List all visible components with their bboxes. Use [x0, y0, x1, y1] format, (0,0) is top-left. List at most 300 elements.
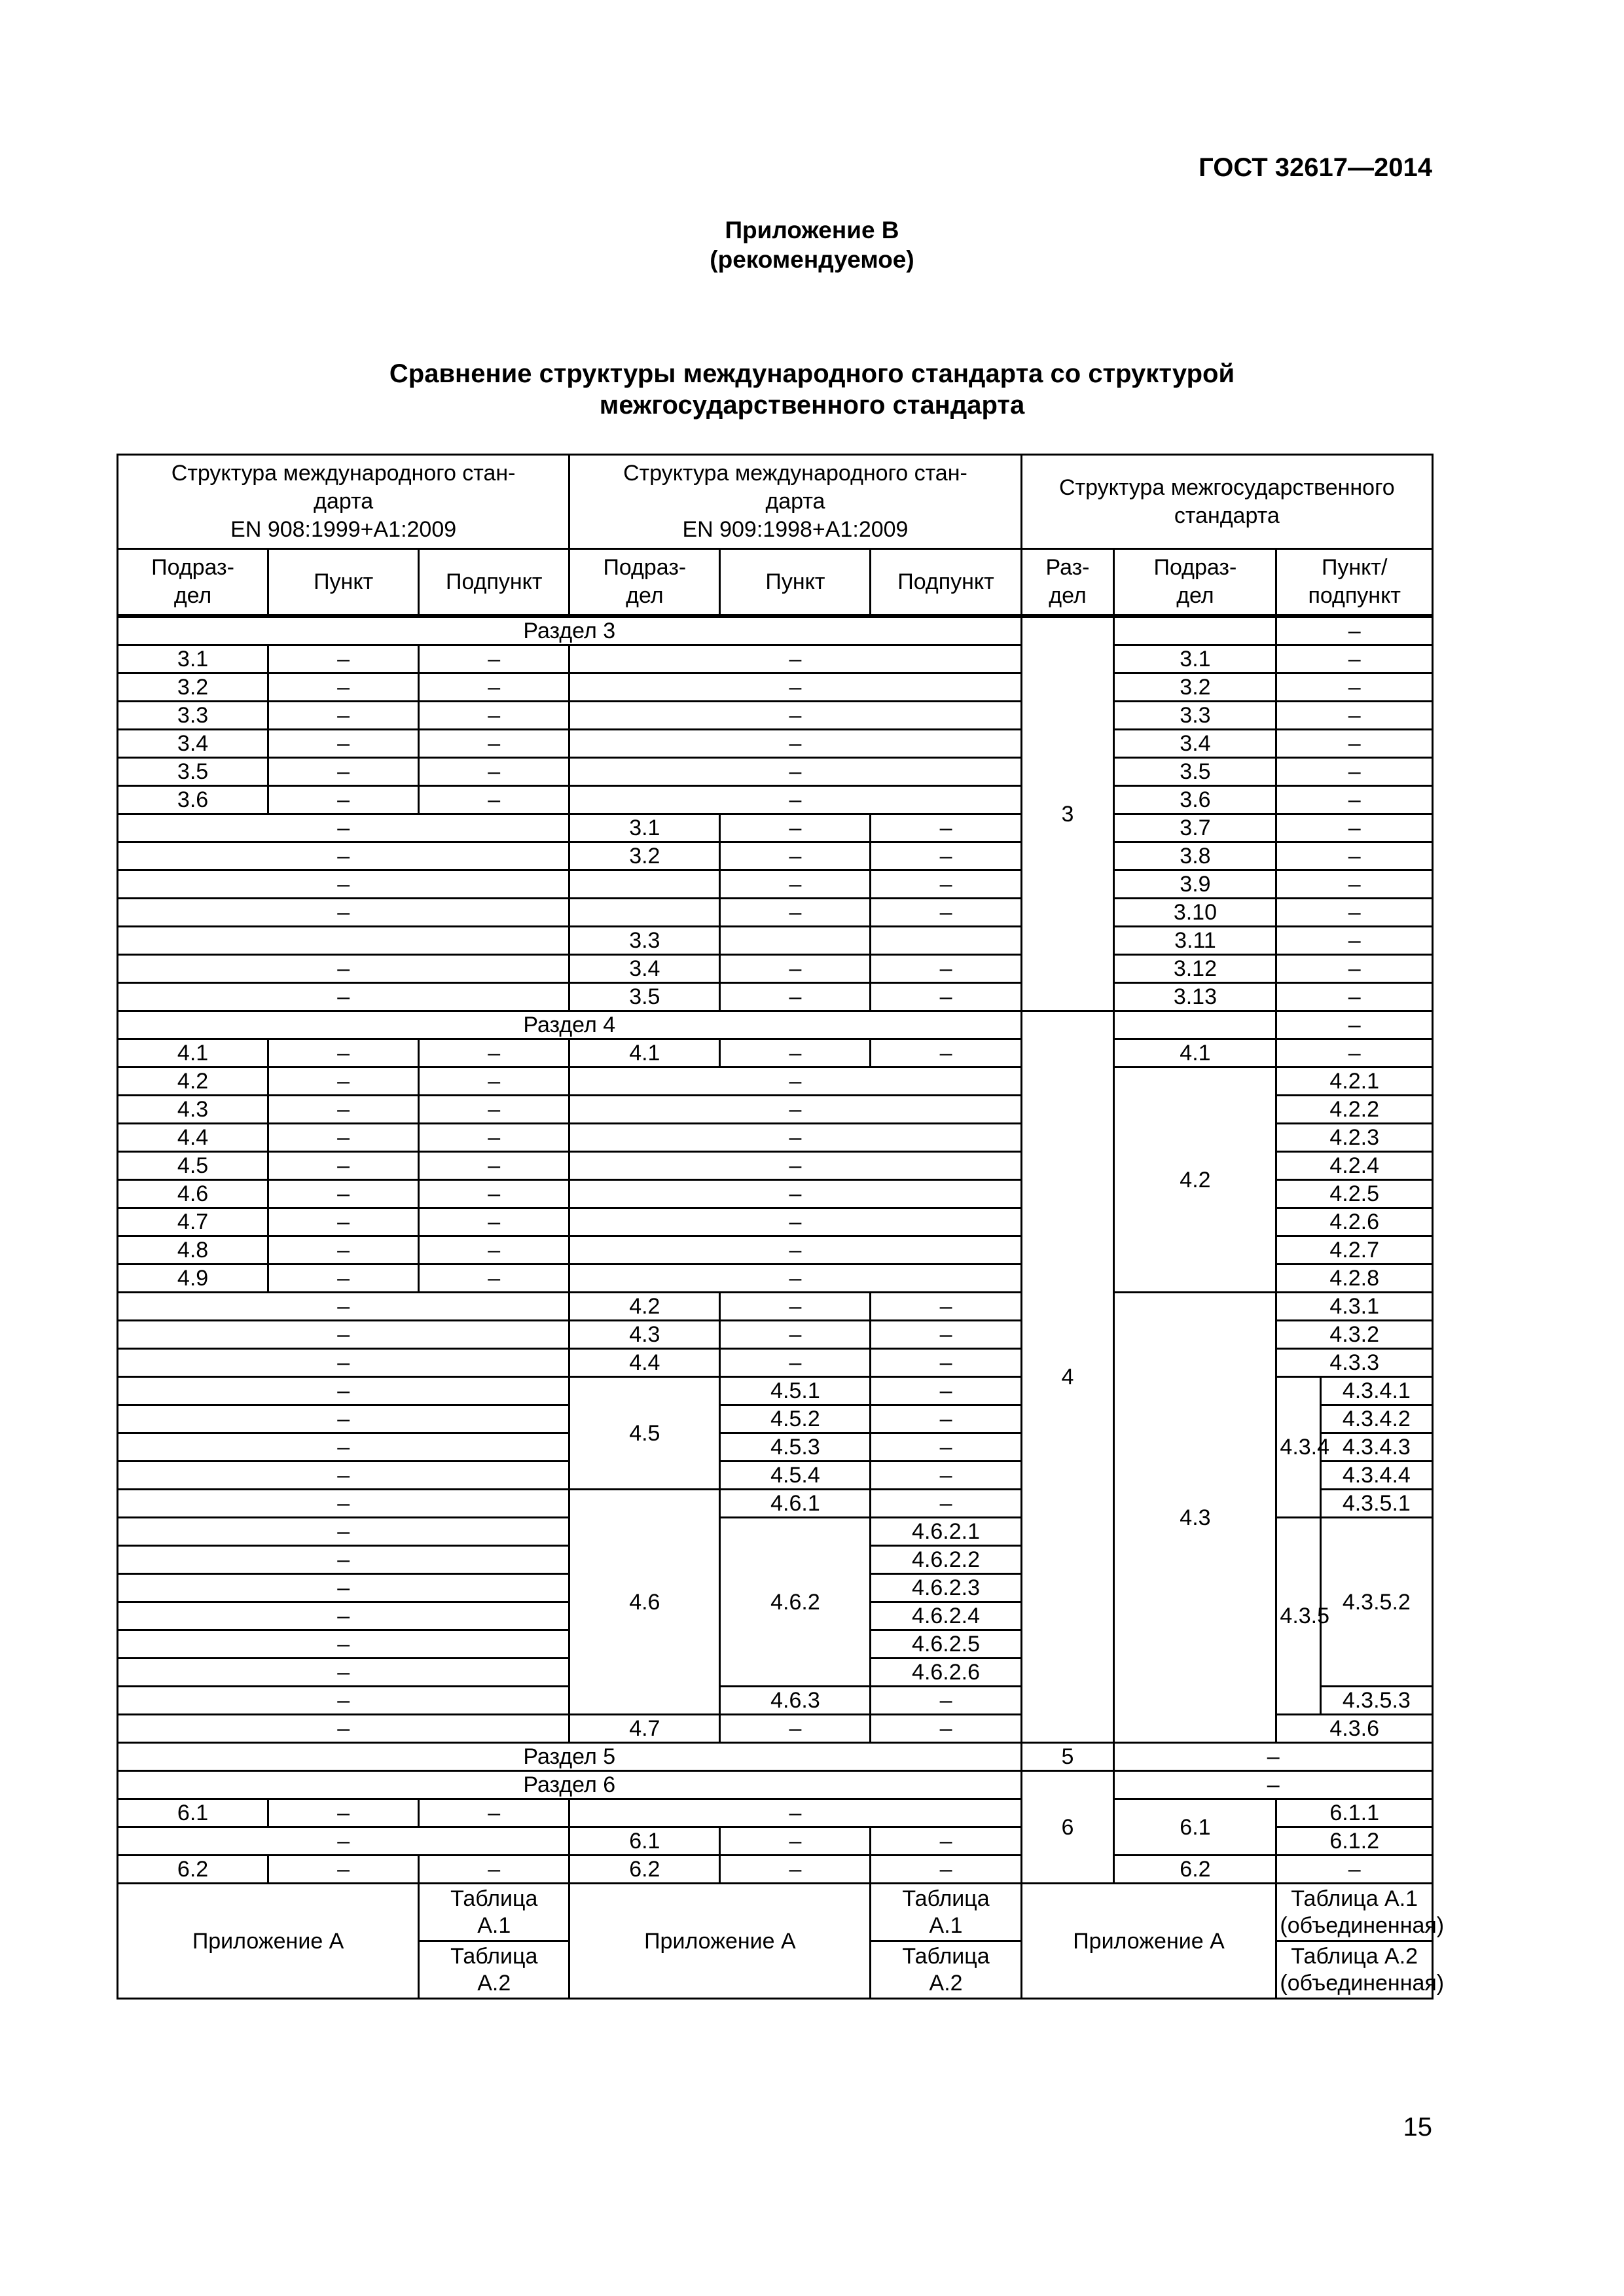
cell: 3.9 — [1114, 870, 1276, 899]
cell: – — [268, 1236, 419, 1265]
cell: 3.8 — [1114, 842, 1276, 870]
cell: 6.2 — [118, 1856, 268, 1884]
section-heading: Раздел 6 — [118, 1771, 1022, 1799]
table-label: Таблица А.2 — [1291, 1943, 1418, 1969]
col-label: Раз- — [1045, 555, 1090, 580]
table-row — [118, 1293, 1433, 1321]
cell — [1114, 1011, 1276, 1039]
cell: – — [871, 1377, 1021, 1405]
cell: 4.7 — [118, 1208, 268, 1236]
cell: – — [268, 786, 419, 814]
table-row — [118, 1771, 1433, 1799]
cell: – — [1114, 1743, 1433, 1771]
cell: – — [871, 814, 1021, 842]
header-gost-line1: Структура межгосударственного — [1058, 475, 1395, 500]
table-title — [0, 358, 1624, 421]
col-clause-subclause: Пункт/подпункт — [1276, 549, 1433, 617]
cell: – — [720, 1349, 871, 1377]
cell: – — [569, 645, 1021, 673]
table-row — [118, 758, 1433, 786]
cell: 3.7 — [1114, 814, 1276, 842]
cell: – — [118, 1546, 569, 1574]
cell: – — [1114, 1771, 1433, 1799]
header-row-columns — [118, 549, 1433, 617]
table-number: А.1 — [929, 1912, 963, 1938]
cell: 4.2.4 — [1276, 1152, 1433, 1180]
col-label: дел — [173, 583, 212, 608]
cell: – — [419, 645, 569, 673]
cell: 3.12 — [1114, 955, 1276, 983]
cell — [569, 899, 720, 927]
cell: – — [569, 1067, 1021, 1096]
cell: 4.6.1 — [720, 1490, 871, 1518]
header-en909 — [569, 455, 1021, 549]
cell: – — [1276, 702, 1433, 730]
cell: – — [569, 730, 1021, 758]
cell: – — [871, 1827, 1021, 1856]
cell — [1276, 1941, 1445, 1999]
col-label: Подраз- — [151, 555, 234, 580]
cell: 4.4 — [118, 1124, 268, 1152]
appendix-heading — [0, 215, 1624, 274]
cell: 4.2.5 — [1276, 1180, 1433, 1208]
cell: – — [871, 1490, 1021, 1518]
col-label: Подраз- — [603, 555, 687, 580]
cell: – — [419, 1236, 569, 1265]
cell: – — [1276, 927, 1433, 955]
cell: – — [1276, 983, 1433, 1011]
cell: 4.3.1 — [1276, 1293, 1433, 1321]
cell: – — [569, 702, 1021, 730]
cell: 4.2.2 — [1276, 1096, 1433, 1124]
cell: – — [720, 1039, 871, 1067]
cell: – — [268, 1124, 419, 1152]
cell: – — [268, 645, 419, 673]
cell: – — [569, 1096, 1021, 1124]
cell: 4.8 — [118, 1236, 268, 1265]
cell: 4.5.2 — [720, 1405, 871, 1433]
cell: – — [118, 1490, 569, 1518]
cell: 4.5 — [569, 1377, 720, 1490]
cell: 4.6.2 — [720, 1518, 871, 1687]
table-row — [118, 814, 1433, 842]
cell: – — [569, 1152, 1021, 1180]
cell: 6.1.1 — [1276, 1799, 1433, 1827]
cell: – — [268, 673, 419, 702]
table-row — [118, 1011, 1433, 1039]
cell — [118, 927, 569, 955]
cell: – — [118, 1687, 569, 1715]
header-en908-line1: Структура международного стан- — [171, 461, 516, 486]
cell: – — [720, 955, 871, 983]
cell: – — [1276, 842, 1433, 870]
cell: – — [419, 1067, 569, 1096]
cell: – — [419, 1208, 569, 1236]
cell: – — [1276, 616, 1433, 645]
cell: 3.5 — [1114, 758, 1276, 786]
section-cell: 5 — [1021, 1743, 1114, 1771]
cell: – — [871, 1321, 1021, 1349]
cell: 4.5.3 — [720, 1433, 871, 1462]
cell: 3.4 — [118, 730, 268, 758]
cell: 4.3.5 — [1276, 1518, 1320, 1715]
table-row — [118, 842, 1433, 870]
cell: – — [720, 1715, 871, 1743]
appendix-title: Приложение В — [725, 217, 899, 243]
table-row — [118, 983, 1433, 1011]
cell: 4.2 — [1114, 1067, 1276, 1293]
header-en908-line2: дарта — [314, 489, 374, 514]
table-row — [118, 927, 1433, 955]
section-heading: Раздел 5 — [118, 1743, 1022, 1771]
section-heading: Раздел 3 — [118, 616, 1022, 645]
cell: – — [569, 758, 1021, 786]
cell: 4.6.2.4 — [871, 1602, 1021, 1630]
cell: 3.6 — [1114, 786, 1276, 814]
header-en908-line3: EN 908:1999+A1:2009 — [230, 517, 457, 542]
cell: 4.3.2 — [1276, 1321, 1433, 1349]
cell: – — [419, 1180, 569, 1208]
cell — [720, 927, 871, 955]
table-row — [118, 645, 1433, 673]
cell: – — [871, 1405, 1021, 1433]
cell: 4.2.1 — [1276, 1067, 1433, 1096]
cell: 4.7 — [569, 1715, 720, 1743]
cell: – — [1276, 645, 1433, 673]
cell: – — [118, 1377, 569, 1405]
cell: – — [118, 1630, 569, 1659]
cell: – — [118, 983, 569, 1011]
cell: 3.1 — [569, 814, 720, 842]
cell: 4.2 — [569, 1293, 720, 1321]
cell: 3.4 — [1114, 730, 1276, 758]
table-row — [118, 673, 1433, 702]
cell: 4.6 — [118, 1180, 268, 1208]
appendix-cell: Приложение А — [118, 1884, 419, 1999]
cell: 4.4 — [569, 1349, 720, 1377]
cell: – — [118, 1405, 569, 1433]
cell: 6.1 — [569, 1827, 720, 1856]
cell: – — [569, 1180, 1021, 1208]
cell: – — [871, 1715, 1021, 1743]
table-note: (объединенная) — [1280, 1970, 1445, 1996]
cell: – — [268, 758, 419, 786]
cell: – — [419, 1096, 569, 1124]
cell: – — [268, 1067, 419, 1096]
cell: – — [720, 899, 871, 927]
table-label: Таблица — [450, 1886, 538, 1911]
col-subclause: Подпункт — [871, 549, 1021, 617]
header-en909-line1: Структура международного стан- — [623, 461, 967, 486]
header-gost — [1021, 455, 1432, 549]
cell: 4.3.5.1 — [1320, 1490, 1432, 1518]
cell: – — [268, 1799, 419, 1827]
cell: 4.3.5.2 — [1320, 1518, 1432, 1687]
cell: 6.1 — [118, 1799, 268, 1827]
section-heading: Раздел 4 — [118, 1011, 1022, 1039]
cell: – — [419, 786, 569, 814]
comparison-table — [117, 454, 1445, 2000]
cell: – — [118, 1518, 569, 1546]
cell: – — [268, 1152, 419, 1180]
cell: 3.2 — [118, 673, 268, 702]
cell: – — [569, 1265, 1021, 1293]
appendix-cell: Приложение А — [569, 1884, 871, 1999]
cell: – — [871, 899, 1021, 927]
table-title-line1: Сравнение структуры международного стандарта со структурой — [389, 359, 1235, 388]
cell: – — [720, 842, 871, 870]
cell: – — [569, 1124, 1021, 1152]
cell: – — [268, 1265, 419, 1293]
cell: 3.1 — [118, 645, 268, 673]
table-row — [118, 1039, 1433, 1067]
cell: – — [118, 870, 569, 899]
cell: – — [871, 983, 1021, 1011]
header-en908 — [118, 455, 569, 549]
cell: – — [118, 1462, 569, 1490]
cell: 4.3.4 — [1276, 1377, 1320, 1518]
cell: 4.5.1 — [720, 1377, 871, 1405]
col-subclause: Подпункт — [419, 549, 569, 617]
cell: 3.3 — [569, 927, 720, 955]
cell: – — [118, 1827, 569, 1856]
table-label: Таблица — [902, 1886, 990, 1911]
cell: – — [419, 1856, 569, 1884]
cell: – — [419, 730, 569, 758]
table-title-line2: межгосударственного стандарта — [599, 391, 1025, 420]
cell: – — [118, 1715, 569, 1743]
cell: 4.1 — [1114, 1039, 1276, 1067]
cell — [871, 1884, 1021, 1941]
cell: 6.1.2 — [1276, 1827, 1433, 1856]
cell: – — [871, 1856, 1021, 1884]
cell: 3.1 — [1114, 645, 1276, 673]
cell: 4.6.2.1 — [871, 1518, 1021, 1546]
cell: – — [569, 1799, 1021, 1827]
cell — [1276, 1884, 1445, 1941]
table-row — [118, 702, 1433, 730]
cell: – — [569, 786, 1021, 814]
cell: – — [419, 1124, 569, 1152]
cell: – — [871, 1462, 1021, 1490]
cell: – — [720, 1321, 871, 1349]
cell: 4.2.8 — [1276, 1265, 1433, 1293]
cell: 4.6.2.5 — [871, 1630, 1021, 1659]
table-row — [118, 616, 1433, 645]
table-number: А.2 — [477, 1970, 511, 1996]
col-label: Подраз- — [1153, 555, 1237, 580]
cell: 4.2.7 — [1276, 1236, 1433, 1265]
cell: – — [268, 1180, 419, 1208]
cell: 6.2 — [1114, 1856, 1276, 1884]
col-label: дел — [1176, 583, 1214, 608]
cell: 4.6.2.2 — [871, 1546, 1021, 1574]
cell: 3.13 — [1114, 983, 1276, 1011]
table-row — [118, 870, 1433, 899]
cell: – — [871, 1349, 1021, 1377]
header-en909-line3: EN 909:1998+A1:2009 — [682, 517, 909, 542]
cell: – — [871, 955, 1021, 983]
cell: – — [419, 1265, 569, 1293]
table-row — [118, 955, 1433, 983]
appendix-subtitle: (рекомендуемое) — [710, 246, 914, 273]
cell: 3.2 — [569, 842, 720, 870]
cell: – — [720, 1293, 871, 1321]
cell: – — [871, 1039, 1021, 1067]
table-note: (объединенная) — [1280, 1912, 1445, 1938]
cell: – — [1276, 786, 1433, 814]
cell: 4.3 — [569, 1321, 720, 1349]
cell: 4.5 — [118, 1152, 268, 1180]
cell: 3.2 — [1114, 673, 1276, 702]
cell: – — [419, 1039, 569, 1067]
table-row — [118, 1067, 1433, 1096]
cell: – — [268, 730, 419, 758]
cell: – — [1276, 870, 1433, 899]
cell: – — [871, 1433, 1021, 1462]
cell: 4.5.4 — [720, 1462, 871, 1490]
cell: – — [569, 1236, 1021, 1265]
cell: – — [871, 870, 1021, 899]
cell: 3.5 — [569, 983, 720, 1011]
section-cell: 4 — [1021, 1011, 1114, 1743]
cell: 4.1 — [118, 1039, 268, 1067]
cell: – — [1276, 673, 1433, 702]
header-en909-line2: дарта — [765, 489, 825, 514]
cell: – — [268, 702, 419, 730]
cell: – — [1276, 814, 1433, 842]
cell: – — [118, 955, 569, 983]
document-code: ГОСТ 32617—2014 — [1199, 153, 1432, 182]
page-number: 15 — [1403, 2113, 1432, 2142]
cell: – — [419, 1799, 569, 1827]
cell: – — [268, 1208, 419, 1236]
cell: – — [118, 1659, 569, 1687]
cell — [871, 1941, 1021, 1999]
col-label: дел — [626, 583, 664, 608]
cell: – — [871, 1687, 1021, 1715]
cell: 4.6.2.6 — [871, 1659, 1021, 1687]
table-label: Таблица А.1 — [1291, 1886, 1418, 1911]
cell: 6.2 — [569, 1856, 720, 1884]
col-label: дел — [1049, 583, 1087, 608]
cell: 3.3 — [118, 702, 268, 730]
cell: – — [118, 1574, 569, 1602]
table-row — [118, 786, 1433, 814]
cell: 4.9 — [118, 1265, 268, 1293]
cell: 4.2 — [118, 1067, 268, 1096]
cell: – — [419, 702, 569, 730]
col-section — [1021, 549, 1114, 617]
cell: 3.5 — [118, 758, 268, 786]
cell: – — [419, 1152, 569, 1180]
cell: – — [118, 814, 569, 842]
col-clause: Пункт — [268, 549, 419, 617]
cell — [419, 1884, 569, 1941]
cell: – — [569, 673, 1021, 702]
cell: – — [720, 870, 871, 899]
table-row — [118, 899, 1433, 927]
cell: 4.3.4.2 — [1320, 1405, 1432, 1433]
cell — [871, 927, 1021, 955]
cell: – — [118, 1321, 569, 1349]
table-number: А.1 — [477, 1912, 511, 1938]
header-row-groups — [118, 455, 1433, 549]
cell: 4.2.6 — [1276, 1208, 1433, 1236]
cell — [419, 1941, 569, 1999]
col-clause: Пункт — [720, 549, 871, 617]
cell: – — [118, 1602, 569, 1630]
cell: – — [419, 758, 569, 786]
cell: – — [720, 983, 871, 1011]
cell: – — [268, 1856, 419, 1884]
section-cell: 6 — [1021, 1771, 1114, 1884]
cell: – — [720, 814, 871, 842]
appendix-cell: Приложение А — [1021, 1884, 1276, 1999]
table-label: Таблица — [450, 1943, 538, 1969]
cell: – — [1276, 955, 1433, 983]
cell: – — [118, 1433, 569, 1462]
cell: 3.6 — [118, 786, 268, 814]
cell: 4.3 — [1114, 1293, 1276, 1743]
cell: – — [1276, 1011, 1433, 1039]
cell: – — [720, 1827, 871, 1856]
section-cell: 3 — [1021, 616, 1114, 1011]
table-row — [118, 1856, 1433, 1884]
col-subsection — [1114, 549, 1276, 617]
cell: – — [720, 1856, 871, 1884]
cell: – — [569, 1208, 1021, 1236]
cell: 4.1 — [569, 1039, 720, 1067]
cell: – — [1276, 730, 1433, 758]
cell: – — [871, 1293, 1021, 1321]
table-label: Таблица — [902, 1943, 990, 1969]
cell: – — [419, 673, 569, 702]
cell: – — [118, 899, 569, 927]
cell: 3.10 — [1114, 899, 1276, 927]
cell: – — [1276, 758, 1433, 786]
cell: 4.6 — [569, 1490, 720, 1715]
cell: 4.3.3 — [1276, 1349, 1433, 1377]
cell: 4.3.5.3 — [1320, 1687, 1432, 1715]
cell: – — [1276, 1039, 1433, 1067]
table-row — [118, 730, 1433, 758]
table-row — [118, 1743, 1433, 1771]
cell — [569, 870, 720, 899]
cell: 4.6.2.3 — [871, 1574, 1021, 1602]
cell — [1114, 616, 1276, 645]
cell: – — [118, 842, 569, 870]
cell: 3.11 — [1114, 927, 1276, 955]
cell: 4.3.6 — [1276, 1715, 1433, 1743]
cell: 4.3 — [118, 1096, 268, 1124]
col-subsection — [569, 549, 720, 617]
cell: 4.3.4.4 — [1320, 1462, 1432, 1490]
col-subsection — [118, 549, 268, 617]
cell: 3.3 — [1114, 702, 1276, 730]
cell: – — [118, 1293, 569, 1321]
cell: 4.6.3 — [720, 1687, 871, 1715]
cell: – — [118, 1349, 569, 1377]
cell: 3.4 — [569, 955, 720, 983]
table-number: А.2 — [929, 1970, 963, 1996]
cell: – — [268, 1096, 419, 1124]
cell: 4.3.4.3 — [1320, 1433, 1432, 1462]
table-row — [118, 1799, 1433, 1827]
cell: – — [1276, 1856, 1433, 1884]
cell: – — [268, 1039, 419, 1067]
cell: 6.1 — [1114, 1799, 1276, 1856]
